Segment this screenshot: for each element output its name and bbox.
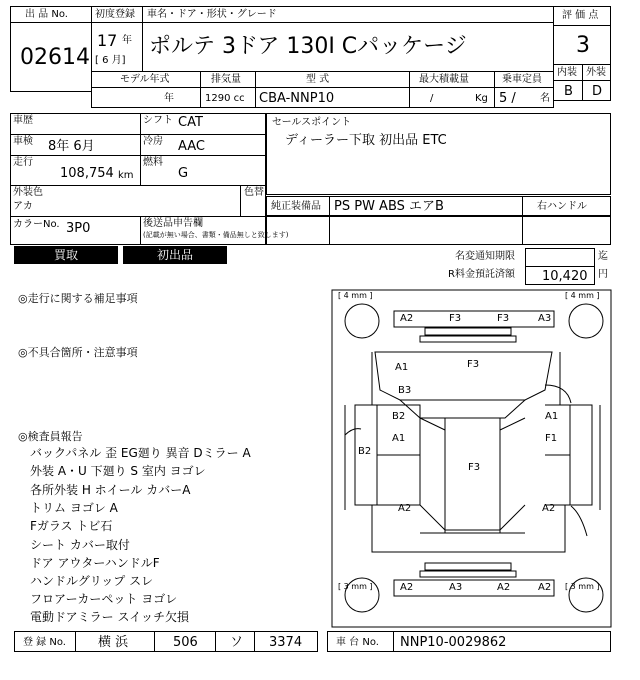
color-no-label: カラーNo. bbox=[13, 219, 60, 230]
damage-label: A2 bbox=[542, 503, 556, 514]
inspector-note-line: 各所外装 H ホイール カバーA bbox=[30, 483, 191, 497]
shift-value: CAT bbox=[178, 115, 203, 130]
defect-notes-title: ◎不具合箇所・注意事項 bbox=[18, 346, 138, 359]
sales-point-label: セールスポイント bbox=[272, 117, 352, 128]
equipment-label: 純正装備品 bbox=[271, 201, 321, 212]
displacement-label: 排気量 bbox=[211, 74, 241, 85]
lot-no: 02614 bbox=[20, 45, 90, 70]
running-notes-title: ◎走行に関する補足事項 bbox=[18, 292, 138, 305]
model-year-unit: 年 bbox=[164, 93, 174, 104]
type-label: 型 式 bbox=[306, 74, 330, 85]
inspector-note-line: シート カバー取付 bbox=[30, 538, 130, 552]
grade-label: 評 価 点 bbox=[562, 10, 599, 21]
interior-grade: B bbox=[564, 84, 573, 99]
ac-label: 冷房 bbox=[143, 136, 163, 147]
tire-tread-top-right: [ 4 mm ] bbox=[565, 291, 600, 300]
inspector-note-line: ドア アウターハンドルF bbox=[30, 556, 160, 570]
exterior-grade: D bbox=[592, 84, 603, 99]
exterior-color-label: 外装色 bbox=[13, 187, 43, 198]
color-no-value: 3P0 bbox=[66, 221, 91, 236]
postsend-label: 後送品申告欄 bbox=[143, 218, 203, 229]
fuel-label: 燃料 bbox=[143, 157, 163, 168]
inspector-note-line: 電動ドアミラー スイッチ欠損 bbox=[30, 610, 189, 624]
first-listing-label: 初出品 bbox=[156, 248, 193, 262]
load-unit: Kg bbox=[475, 93, 488, 104]
damage-label: B2 bbox=[358, 446, 372, 457]
lot-no-label: 出 品 No. bbox=[25, 9, 68, 20]
displacement-value: 1290 cc bbox=[205, 93, 245, 104]
inspector-note-line: フロアーカーペット ヨゴレ bbox=[30, 592, 178, 606]
first-reg-label: 初度登録 bbox=[95, 9, 135, 20]
damage-label: F3 bbox=[497, 313, 510, 324]
mileage-label: 走行 bbox=[13, 157, 33, 168]
reg-kana: ソ bbox=[230, 635, 244, 650]
exterior-label: 外装 bbox=[586, 67, 606, 78]
fuel-value: G bbox=[178, 166, 189, 181]
damage-label: A3 bbox=[449, 582, 463, 593]
chassis-value-cell bbox=[393, 631, 611, 652]
capacity-label: 乗車定員 bbox=[502, 74, 542, 85]
inspector-note-line: 外装 A・U 下廻り S 室内 ヨゴレ bbox=[30, 464, 206, 478]
mileage-unit: km bbox=[118, 170, 134, 181]
damage-label: A2 bbox=[400, 313, 414, 324]
inspector-note-line: Fガラス トビ石 bbox=[30, 519, 113, 533]
ac-value: AAC bbox=[178, 139, 205, 154]
name-label: 車名・ドア・形状・グレード bbox=[147, 9, 277, 20]
damage-label: A2 bbox=[398, 503, 412, 514]
damage-label: A2 bbox=[538, 582, 552, 593]
buy-label: 買取 bbox=[53, 248, 78, 262]
damage-label: F3 bbox=[449, 313, 462, 324]
reg-label-cell bbox=[14, 631, 76, 652]
reg-kana-cell bbox=[215, 631, 255, 652]
damage-label: B2 bbox=[392, 411, 406, 422]
first-reg-month: [ 6 月] bbox=[95, 55, 126, 66]
reg-area-cell bbox=[75, 631, 155, 652]
car-name: ポルテ 3ドア 130I Cパッケージ bbox=[149, 34, 467, 59]
damage-label: B3 bbox=[398, 385, 412, 396]
chassis-label-cell bbox=[327, 631, 394, 652]
reg-label: 登 録 No. bbox=[23, 637, 66, 648]
reg-number: 3374 bbox=[269, 635, 303, 650]
damage-label: F1 bbox=[545, 433, 558, 444]
damage-label: A2 bbox=[400, 582, 414, 593]
shift-label: シフト bbox=[143, 115, 173, 126]
name-change-unit: 迄 bbox=[598, 251, 608, 262]
front-right-wheel bbox=[569, 304, 603, 338]
first-reg-year: 17 bbox=[97, 31, 118, 50]
reg-class-cell bbox=[154, 631, 216, 652]
tire-tread-top-left: [ 4 mm ] bbox=[338, 291, 373, 300]
damage-label: A3 bbox=[538, 313, 552, 324]
damage-label: A1 bbox=[395, 362, 409, 373]
damage-label: A1 bbox=[545, 411, 559, 422]
handle-value: 右ハンドル bbox=[537, 201, 587, 212]
reg-number-cell bbox=[254, 631, 318, 652]
inspector-note-line: ハンドルグリップ スレ bbox=[30, 574, 154, 588]
chassis-value: NNP10-0029862 bbox=[400, 635, 507, 650]
type-value: CBA-NNP10 bbox=[259, 91, 335, 106]
chassis-label: 車 台 No. bbox=[336, 637, 379, 648]
recycle-value: 10,420 bbox=[542, 269, 588, 284]
front-left-wheel bbox=[345, 304, 379, 338]
grade-value: 3 bbox=[576, 33, 590, 58]
damage-label: A2 bbox=[497, 582, 511, 593]
capacity-unit: 名 bbox=[540, 93, 550, 104]
reg-area: 横 浜 bbox=[98, 635, 129, 650]
inspector-notes-title: ◎検査員報告 bbox=[18, 430, 83, 443]
recycle-label: R料金預託済額 bbox=[448, 269, 515, 280]
first-reg-year-unit: 年 bbox=[122, 35, 132, 46]
model-year-label: モデル年式 bbox=[120, 74, 170, 85]
exterior-color-value: アカ bbox=[13, 201, 33, 212]
inspector-note-line: トリム ヨゴレ A bbox=[30, 501, 118, 515]
tire-tread-bottom-left: [ 3 mm ] bbox=[338, 582, 373, 591]
interior-label: 内装 bbox=[557, 67, 577, 78]
postsend-note: (記載が無い場合、書類・備品無しと致します) bbox=[143, 231, 289, 239]
load-label: 最大積載量 bbox=[419, 74, 469, 85]
color-change-label: 色替 bbox=[244, 187, 264, 198]
inspection-value: 8年 6月 bbox=[48, 139, 95, 154]
equipment-value: PS PW ABS エアB bbox=[334, 199, 444, 214]
inspection-label: 車検 bbox=[13, 136, 33, 147]
capacity-value: 5 / bbox=[499, 91, 516, 106]
recycle-unit: 円 bbox=[598, 269, 608, 280]
damage-label: F3 bbox=[468, 462, 481, 473]
damage-label: F3 bbox=[467, 359, 480, 370]
reg-class: 506 bbox=[173, 635, 198, 650]
sales-point-value: ディーラー下取 初出品 ETC bbox=[285, 133, 447, 148]
inspector-note-line: バックパネル 歪 EG廻り 異音 Dミラー A bbox=[30, 446, 251, 460]
tire-tread-bottom-right: [ 3 mm ] bbox=[565, 582, 600, 591]
damage-label: A1 bbox=[392, 433, 406, 444]
history-label: 車歴 bbox=[13, 115, 33, 126]
name-change-label: 名変通知期限 bbox=[455, 251, 515, 262]
load-value: / bbox=[430, 93, 434, 104]
mileage-value: 108,754 bbox=[60, 166, 114, 181]
